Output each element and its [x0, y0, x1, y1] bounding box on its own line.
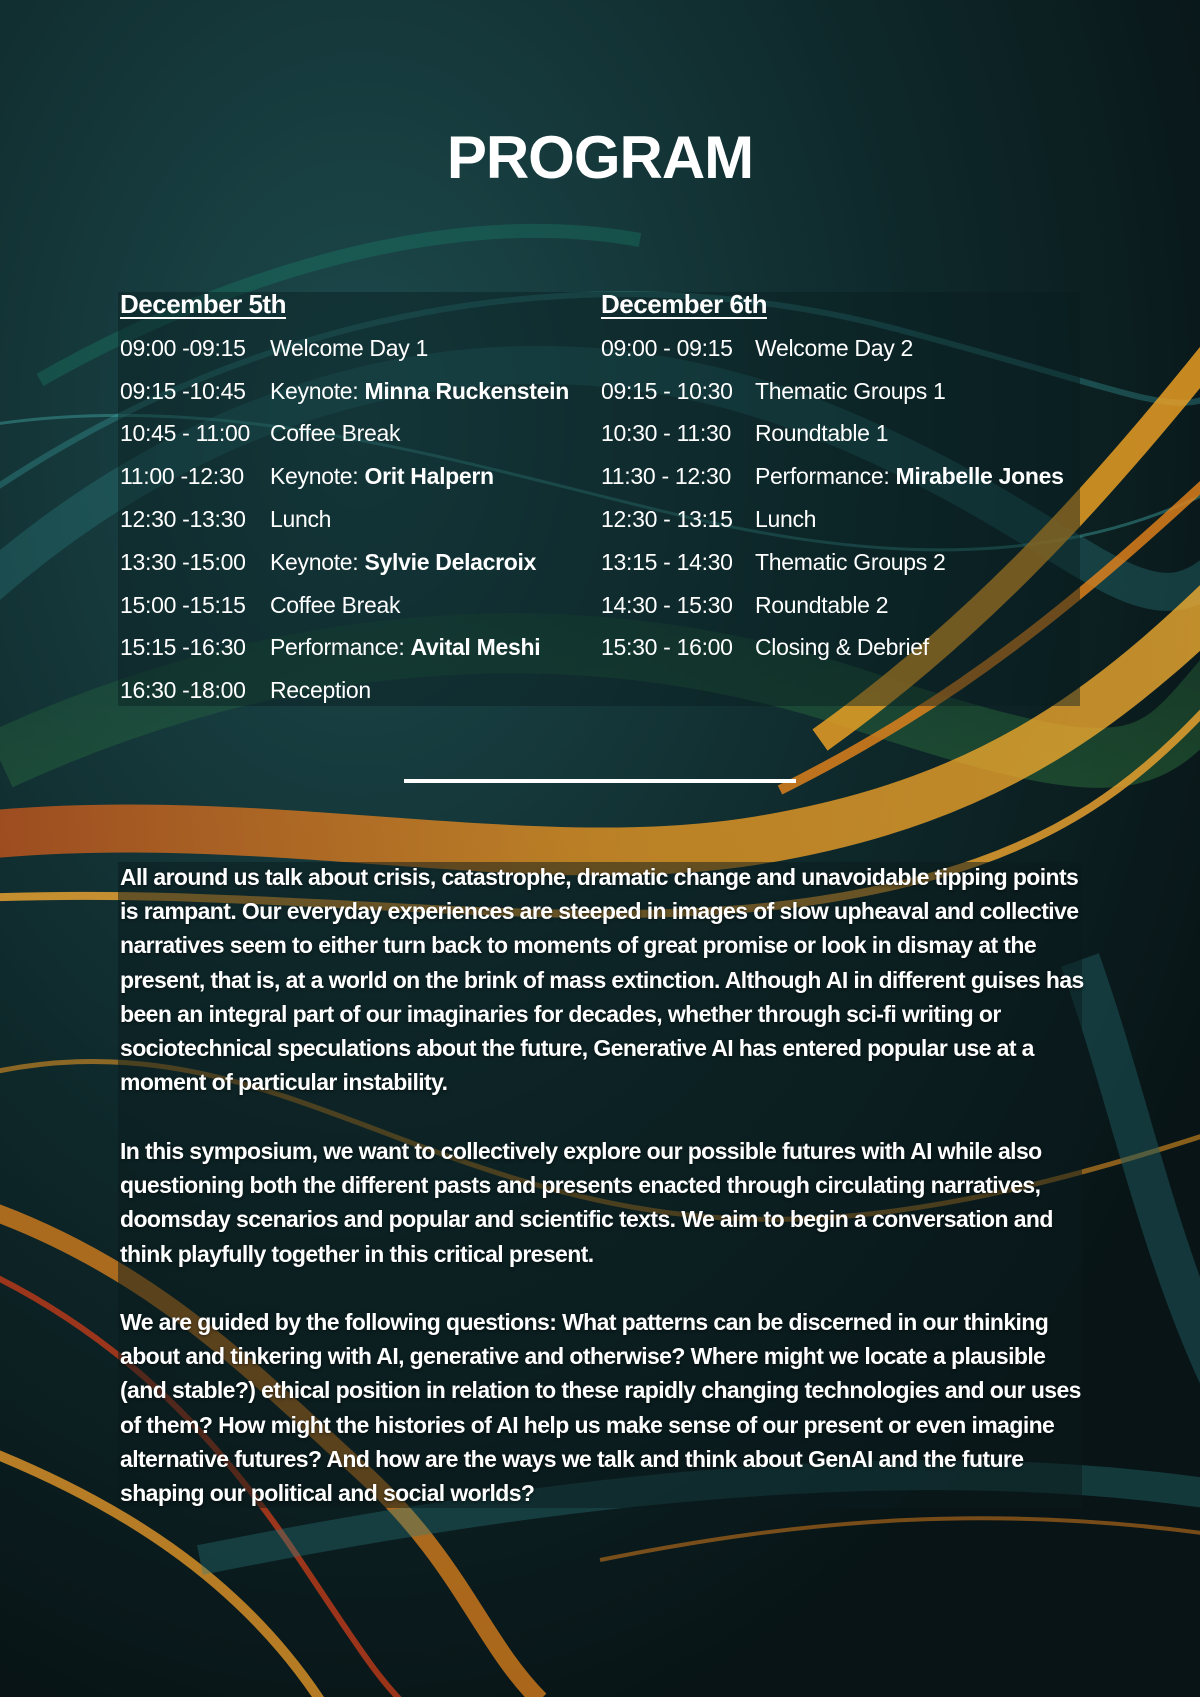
row-event [755, 463, 1064, 490]
description-paragraph-3: We are guided by the following questions: What patterns can be discerned in our thinking about and tinkering with AI, generative and otherwise? Where might we locate a plausible (and stable?) ethical position in relation to these rapidly changing technologies and our uses of them? How might the histories of AI help us make sense of our present or even imagine alternative futures? And how are the ways we talk and think about GenAI and the future shaping our political and social worlds? [120, 1309, 1081, 1507]
event-label: Welcome Day 2 [755, 334, 914, 361]
row-time: 15:30 - 16:00 [601, 634, 733, 661]
row-event [270, 634, 540, 661]
row-time: 12:30 - 13:15 [601, 506, 733, 533]
row-event [270, 378, 569, 405]
page-title: PROGRAM [446, 124, 754, 191]
schedule-row [601, 584, 1101, 627]
schedule-row [120, 498, 600, 541]
event-label: Keynote: [270, 463, 365, 490]
row-event [270, 677, 371, 704]
event-label: Thematic Groups 1 [755, 377, 946, 404]
day-1-heading: December 5th [120, 289, 286, 319]
row-time: 11:30 - 12:30 [601, 463, 731, 490]
schedule-row [601, 498, 1101, 541]
event-speaker: Minna Ruckenstein [364, 377, 569, 404]
day-2-schedule [601, 284, 1101, 669]
row-event [755, 634, 929, 661]
event-label: Performance: [270, 634, 411, 661]
row-time: 11:00 -12:30 [120, 463, 244, 490]
schedule-row [120, 627, 600, 670]
row-time: 14:30 - 15:30 [601, 591, 733, 618]
schedule-row [120, 541, 600, 584]
schedule-row [120, 455, 600, 498]
schedule-row [120, 669, 600, 712]
schedule-row [120, 327, 600, 370]
event-label: Roundtable 2 [755, 591, 889, 618]
row-event [755, 335, 913, 362]
event-speaker: Sylvie Delacroix [364, 548, 537, 575]
schedule-row [601, 541, 1101, 584]
schedule-row [601, 627, 1101, 670]
schedule-row [120, 413, 600, 456]
section-divider [404, 779, 796, 783]
schedule-row [601, 455, 1101, 498]
schedule-row [120, 584, 600, 627]
row-event [755, 549, 945, 576]
description-paragraph-1: All around us talk about crisis, catastrophe, dramatic change and unavoidable tipping points is rampant. Our everyday experiences are steeped in images of slow upheaval and collective narratives seem to either turn back to moments of great promise or look in dismay at the present, that is, at a world on the brink of mass extinction. Although AI in different guises has been an integral part of our imaginaries for decades, whether through sci-fi writing or sociotechnical speculations about the future, Generative AI has entered popular use at a moment of particular instability. [120, 864, 1084, 1096]
day-1-schedule [120, 284, 600, 712]
day-2-rows [601, 327, 1101, 669]
row-event [270, 420, 400, 447]
row-time: 13:30 -15:00 [120, 548, 246, 575]
row-event [755, 592, 888, 619]
row-time: 10:30 - 11:30 [601, 420, 731, 447]
row-time: 10:45 - 11:00 [120, 420, 250, 447]
event-label: Roundtable 1 [755, 420, 889, 447]
row-time: 13:15 - 14:30 [601, 548, 733, 575]
day-2-heading: December 6th [601, 289, 767, 319]
event-label: Keynote: [270, 548, 365, 575]
row-event [755, 378, 945, 405]
event-label: Reception [270, 677, 371, 704]
row-time: 09:15 - 10:30 [601, 377, 733, 404]
row-event [270, 592, 400, 619]
event-label: Performance: [755, 463, 896, 490]
event-label: Closing & Debrief [755, 634, 929, 661]
row-event [270, 549, 536, 576]
event-speaker: Avital Meshi [410, 634, 541, 661]
event-label: Coffee Break [270, 420, 401, 447]
schedule-row [601, 327, 1101, 370]
schedule-row [601, 413, 1101, 456]
schedule-row [601, 370, 1101, 413]
row-time: 16:30 -18:00 [120, 677, 246, 704]
event-label: Welcome Day 1 [270, 334, 429, 361]
row-event [755, 506, 816, 533]
event-speaker: Mirabelle Jones [895, 463, 1064, 490]
row-event [755, 420, 888, 447]
event-label: Keynote: [270, 377, 365, 404]
event-label: Lunch [270, 506, 332, 533]
day-1-rows [120, 327, 600, 712]
schedule-row [120, 370, 600, 413]
row-time: 15:00 -15:15 [120, 591, 246, 618]
row-time: 15:15 -16:30 [120, 634, 246, 661]
event-label: Thematic Groups 2 [755, 548, 946, 575]
event-label: Coffee Break [270, 591, 401, 618]
row-time: 12:30 -13:30 [120, 506, 246, 533]
row-event [270, 463, 494, 490]
row-event [270, 506, 331, 533]
description-paragraph-2: In this symposium, we want to collectively explore our possible futures with AI while also questioning both the different pasts and presents enacted through circulating narratives, doomsday scenarios and popular and scientific texts. We aim to begin a conversation and think playfully together in this critical present. [120, 1138, 1053, 1267]
event-label: Lunch [755, 506, 817, 533]
event-speaker: Orit Halpern [364, 463, 494, 490]
row-time: 09:15 -10:45 [120, 377, 246, 404]
row-event [270, 335, 428, 362]
row-time: 09:00 -09:15 [120, 334, 246, 361]
row-time: 09:00 - 09:15 [601, 334, 733, 361]
